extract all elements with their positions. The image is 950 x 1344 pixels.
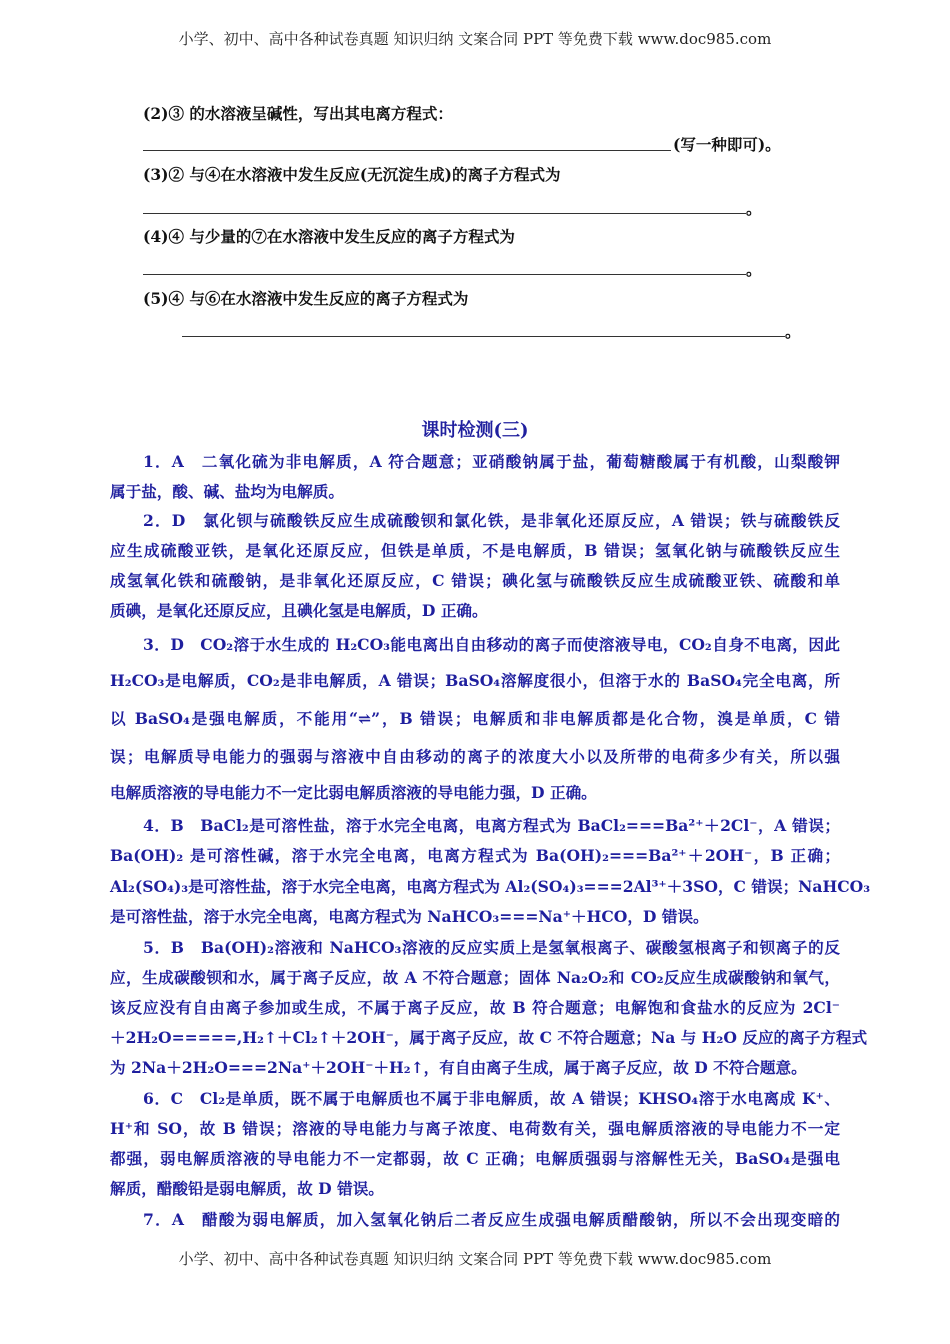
answer-6-line: 解质，醋酸铅是弱电解质，故 D 错误。 (110, 1179, 384, 1198)
answer-1-line: 1．A 二氧化硫为非电解质，A 符合题意；亚硝酸钠属于盐，葡萄糖酸属于有机酸，山梨酸钾 (143, 452, 840, 471)
answer-5-line: 该反应没有自由离子参加或生成，不属于离子反应，故 B 符合题意；电解饱和食盐水的反应为 2Cl⁻ (110, 998, 840, 1017)
page-header: 小学、初中、高中各种试卷真题 知识归纳 文案合同 PPT 等免费下载 www.doc985.com (178, 30, 772, 48)
answer-blank-3 (143, 213, 746, 214)
answer-4-line: 4．B BaCl₂是可溶性盐，溶于水完全电离，电离方程式为 BaCl₂===Ba²⁺＋2Cl⁻，A 错误； (143, 816, 840, 835)
answer-3-line: 3．D CO₂溶于水生成的 H₂CO₃能电离出自由移动的离子而使溶液导电，CO₂自身不电离，因此 (143, 635, 840, 654)
answer-6-line: H⁺和 SO，故 B 错误；溶液的导电能力与离子浓度、电荷数有关，强电解质溶液的导电能力不一定 (110, 1119, 840, 1138)
answer-4-line: 是可溶性盐，溶于水完全电离，电离方程式为 NaHCO₃===Na⁺＋HCO，D 错误。 (110, 907, 709, 926)
answer-blank-4 (143, 274, 746, 275)
answer-4-line: Ba(OH)₂ 是可溶性碱，溶于水完全电离，电离方程式为 Ba(OH)₂===Ba²⁺＋2OH⁻，B 正确； (110, 846, 840, 865)
question-3-tail: 。 (746, 199, 762, 218)
answer-6-line: 都强，弱电解质溶液的导电能力不一定都弱，故 C 正确；电解质强弱与溶解性无关，BaSO₄是强电 (110, 1149, 840, 1168)
question-5: (5)④ 与⑥在水溶液中发生反应的离子方程式为 (143, 289, 469, 308)
answer-2-line: 成氢氧化铁和硫酸钠，是非氧化还原反应，C 错误；碘化氢与硫酸铁反应生成硫酸亚铁、硫酸和单 (110, 571, 840, 590)
answer-blank-5 (182, 336, 785, 337)
question-2-tail: (写一种即可)。 (673, 135, 781, 154)
page-footer: 小学、初中、高中各种试卷真题 知识归纳 文案合同 PPT 等免费下载 www.doc985.com (178, 1250, 772, 1268)
answer-7-line: 7．A 醋酸为弱电解质，加入氢氧化钠后二者反应生成强电解质醋酸钠，所以不会出现变暗的 (143, 1210, 840, 1229)
answer-5-line: 5．B Ba(OH)₂溶液和 NaHCO₃溶液的反应实质上是氢氧根离子、碳酸氢根离子和钡离子的反 (143, 938, 840, 957)
answer-1-line: 属于盐，酸、碱、盐均为电解质。 (110, 482, 344, 501)
answer-3-line: H₂CO₃是电解质，CO₂是非电解质，A 错误；BaSO₄溶解度很小，但溶于水的 BaSO₄完全电离，所 (110, 671, 840, 690)
question-4: (4)④ 与少量的⑦在水溶液中发生反应的离子方程式为 (143, 227, 515, 246)
answer-4-line: Al₂(SO₄)₃是可溶性盐，溶于水完全电离，电离方程式为 Al₂(SO₄)₃===2Al³⁺＋3SO，C 错误；NaHCO₃ (110, 877, 871, 896)
section-title: 课时检测(三) (421, 420, 529, 441)
answer-5-line: ＋2H₂O=====,H₂↑＋Cl₂↑＋2OH⁻，属于离子反应，故 C 不符合题意；Na 与 H₂O 反应的离子方程式 (110, 1028, 868, 1047)
question-2: (2)③ 的水溶液呈碱性，写出其电离方程式： (143, 104, 453, 123)
answer-5-line: 为 2Na＋2H₂O===2Na⁺＋2OH⁻＋H₂↑，有自由离子生成，属于离子反应，故 D 不符合题意。 (110, 1058, 807, 1077)
answer-3-line: 误；电解质导电能力的强弱与溶液中自由移动的离子的浓度大小以及所带的电荷多少有关，所以强 (110, 747, 840, 766)
answer-5-line: 应，生成碳酸钡和水，属于离子反应，故 A 不符合题意；固体 Na₂O₂和 CO₂反应生成碳酸钠和氧气， (110, 968, 840, 987)
answer-2-line: 2．D 氯化钡与硫酸铁反应生成硫酸钡和氯化铁，是非氧化还原反应，A 错误；铁与硫酸铁反 (143, 511, 840, 530)
answer-3-line: 电解质溶液的导电能力不一定比弱电解质溶液的导电能力强，D 正确。 (110, 783, 597, 802)
answer-6-line: 6．C Cl₂是单质，既不属于电解质也不属于非电解质，故 A 错误；KHSO₄溶于水电离成 K⁺、 (143, 1089, 840, 1108)
answer-2-line: 质碘，是氧化还原反应，且碘化氢是电解质，D 正确。 (110, 601, 488, 620)
question-3: (3)② 与④在水溶液中发生反应(无沉淀生成)的离子方程式为 (143, 165, 561, 184)
answer-3-line: 以 BaSO₄是强电解质，不能用“⇌”，B 错误；电解质和非电解质都是化合物，溴是单质，C 错 (110, 709, 840, 728)
question-5-tail: 。 (785, 322, 801, 341)
question-4-tail: 。 (746, 260, 762, 279)
answer-2-line: 应生成硫酸亚铁，是氧化还原反应，但铁是单质，不是电解质，B 错误；氢氧化钠与硫酸铁反应生 (110, 541, 840, 560)
answer-blank-2 (143, 150, 671, 151)
